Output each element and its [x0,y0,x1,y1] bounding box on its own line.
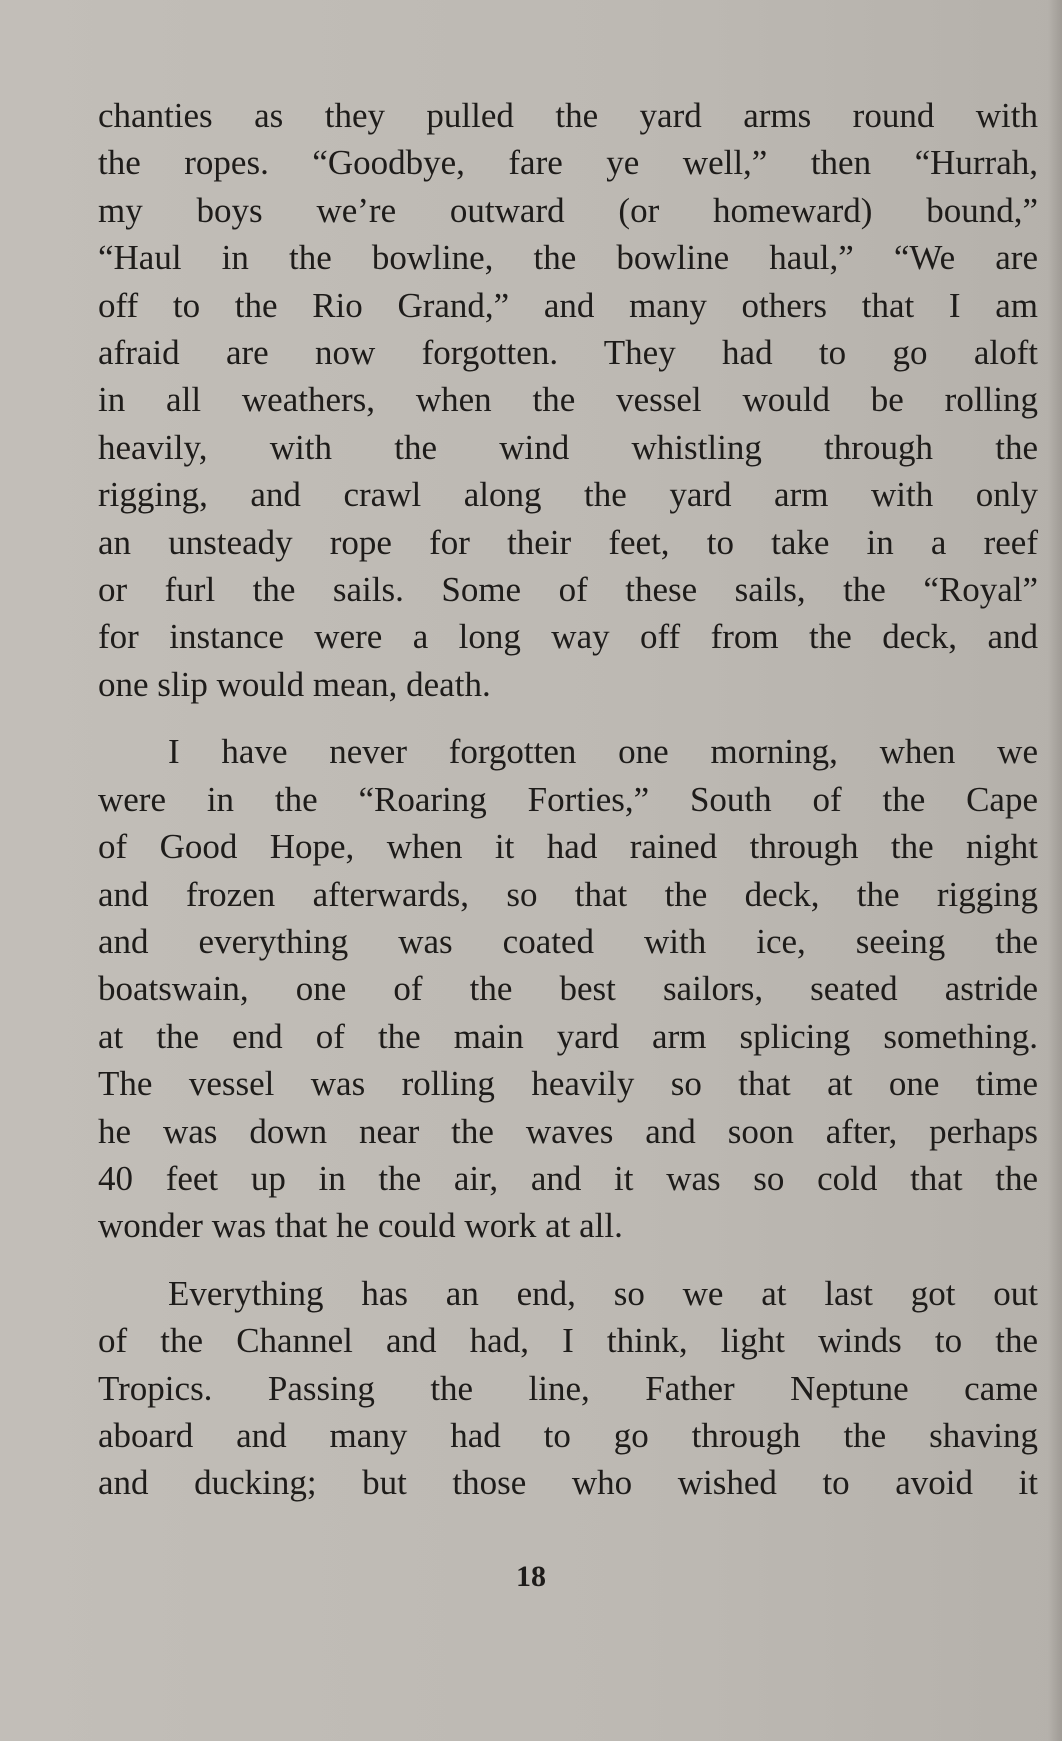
page-edge-shadow [1048,0,1062,1741]
text-line: or furl the sails. Some of these sails, the “Royal” [98,570,1038,610]
text-line: Tropics. Passing the line, Father Neptune came [98,1368,1038,1408]
page-number: 18 [516,1560,546,1593]
text-line: and everything was coated with ice, seeing the [98,921,1038,961]
text-line: I have never forgotten one morning, when we [168,732,1038,772]
text-line: off to the Rio Grand,” and many others that I am [98,285,1038,325]
paragraph-3 [98,1270,1038,1507]
paragraph-1 [98,92,1038,708]
body-text [98,92,1038,1507]
text-line: Everything has an end, so we at last got out [168,1273,1038,1313]
text-line: heavily, with the wind whistling through the [98,427,1038,467]
text-line: of Good Hope, when it had rained through the night [98,827,1038,867]
text-line: in all weathers, when the vessel would be rolling [98,380,1038,420]
text-line: wonder was that he could work at all. [98,1206,623,1246]
text-line: one slip would mean, death. [98,664,491,704]
text-line: an unsteady rope for their feet, to take in a reef [98,522,1038,562]
text-line: chanties as they pulled the yard arms round with [98,96,1038,135]
text-line: boatswain, one of the best sailors, seated astride [98,969,1038,1009]
text-line: were in the “Roaring Forties,” South of the Cape [98,779,1038,819]
text-line: The vessel was rolling heavily so that at one time [98,1064,1038,1104]
text-line: the ropes. “Goodbye, fare ye well,” then “Hurrah, [98,143,1038,183]
text-line: rigging, and crawl along the yard arm with only [98,475,1038,515]
text-line: and frozen afterwards, so that the deck, the rigging [98,874,1038,914]
text-line: afraid are now forgotten. They had to go aloft [98,333,1038,373]
text-line: my boys we’re outward (or homeward) bound,” [98,190,1038,230]
text-line: 40 feet up in the air, and it was so cold that the [98,1158,1038,1198]
text-line: for instance were a long way off from the deck, and [98,617,1038,657]
text-line: of the Channel and had, I think, light winds to the [98,1321,1038,1361]
paragraph-2 [98,728,1038,1249]
text-line: at the end of the main yard arm splicing something. [98,1016,1038,1056]
text-line: and ducking; but those who wished to avoid it [98,1463,1038,1503]
text-line: aboard and many had to go through the shaving [98,1415,1038,1455]
text-line: “Haul in the bowline, the bowline haul,” “We are [98,238,1038,278]
text-line: he was down near the waves and soon after, perhaps [98,1111,1038,1151]
